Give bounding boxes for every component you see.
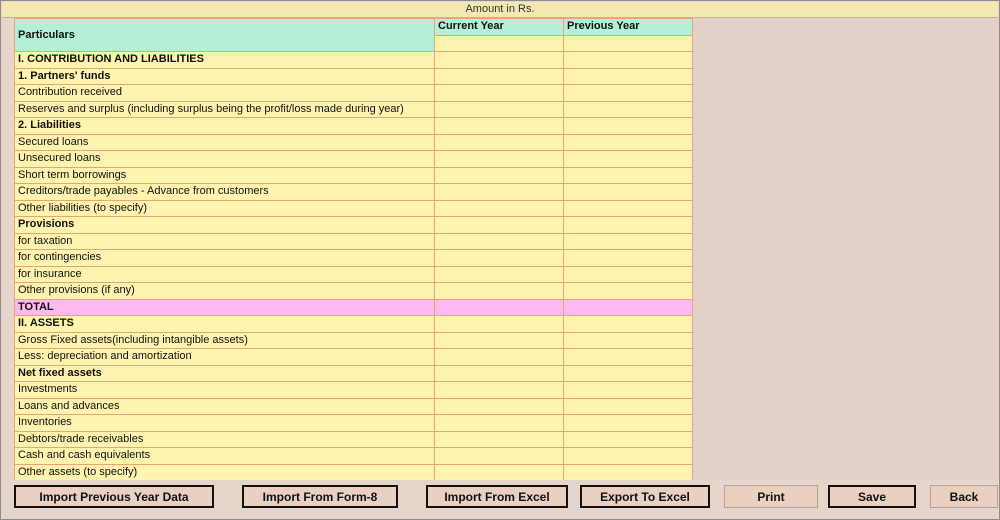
table-row [15,167,693,184]
table-row [15,349,693,366]
row-label: for taxation [15,233,435,250]
previous-year-cell[interactable] [564,365,693,382]
right-empty-pane [693,18,999,479]
table-row [15,266,693,283]
row-label: Creditors/trade payables - Advance from customers [15,184,435,201]
row-label: Less: depreciation and amortization [15,349,435,366]
previous-year-subheader-cell [564,35,693,52]
row-label: Contribution received [15,85,435,102]
import-from-excel-button[interactable]: Import From Excel [426,485,568,508]
previous-year-cell[interactable] [564,316,693,333]
previous-year-cell[interactable] [564,118,693,135]
row-label: Provisions [15,217,435,234]
current-year-cell[interactable] [435,299,564,316]
current-year-cell[interactable] [435,101,564,118]
table-row [15,365,693,382]
current-year-cell[interactable] [435,167,564,184]
current-year-cell[interactable] [435,151,564,168]
current-year-cell[interactable] [435,448,564,465]
table-row [15,431,693,448]
back-button[interactable]: Back [930,485,998,508]
previous-year-cell[interactable] [564,101,693,118]
table-body [15,52,693,481]
current-year-cell[interactable] [435,250,564,267]
table-row [15,68,693,85]
current-year-cell[interactable] [435,134,564,151]
row-label: Secured loans [15,134,435,151]
current-year-cell[interactable] [435,68,564,85]
row-label: Other provisions (if any) [15,283,435,300]
table-row [15,332,693,349]
table-row [15,184,693,201]
current-year-subheader-cell [435,35,564,52]
row-label: Other assets (to specify) [15,464,435,481]
col-header-previous-year: Previous Year [564,19,693,36]
row-label: Cash and cash equivalents [15,448,435,465]
total-row [15,299,693,316]
table-row [15,250,693,267]
previous-year-cell[interactable] [564,217,693,234]
row-label: Other liabilities (to specify) [15,200,435,217]
current-year-cell[interactable] [435,184,564,201]
table-row [15,217,693,234]
current-year-cell[interactable] [435,52,564,69]
table-row [15,85,693,102]
previous-year-cell[interactable] [564,250,693,267]
previous-year-cell[interactable] [564,382,693,399]
current-year-cell[interactable] [435,365,564,382]
current-year-cell[interactable] [435,415,564,432]
previous-year-cell[interactable] [564,184,693,201]
previous-year-cell[interactable] [564,299,693,316]
row-label: Short term borrowings [15,167,435,184]
table-row [15,464,693,481]
table-row [15,101,693,118]
current-year-cell[interactable] [435,316,564,333]
current-year-cell[interactable] [435,200,564,217]
export-to-excel-button[interactable]: Export To Excel [580,485,710,508]
previous-year-cell[interactable] [564,233,693,250]
previous-year-cell[interactable] [564,134,693,151]
table-row [15,118,693,135]
row-label: for insurance [15,266,435,283]
button-bar [2,480,998,518]
col-header-particulars: Particulars [15,19,435,52]
previous-year-cell[interactable] [564,68,693,85]
current-year-cell[interactable] [435,118,564,135]
current-year-cell[interactable] [435,349,564,366]
previous-year-cell[interactable] [564,464,693,481]
row-label: Debtors/trade receivables [15,431,435,448]
table-row [15,52,693,69]
table-row [15,398,693,415]
row-label: Net fixed assets [15,365,435,382]
current-year-cell[interactable] [435,332,564,349]
print-button[interactable]: Print [724,485,818,508]
amount-unit-label: Amount in Rs. [2,2,998,18]
row-label: Gross Fixed assets(including intangible assets) [15,332,435,349]
import-from-form8-button[interactable]: Import From Form-8 [242,485,398,508]
table-row [15,233,693,250]
row-label: Reserves and surplus (including surplus being the profit/loss made during year) [15,101,435,118]
previous-year-cell[interactable] [564,448,693,465]
current-year-cell[interactable] [435,283,564,300]
table-row [15,200,693,217]
row-label: for contingencies [15,250,435,267]
current-year-cell[interactable] [435,464,564,481]
current-year-cell[interactable] [435,431,564,448]
table-row [15,316,693,333]
previous-year-cell[interactable] [564,283,693,300]
table-row [15,382,693,399]
import-previous-year-button[interactable]: Import Previous Year Data [14,485,214,508]
previous-year-cell[interactable] [564,332,693,349]
previous-year-cell[interactable] [564,349,693,366]
current-year-cell[interactable] [435,266,564,283]
balance-sheet-table [14,18,693,481]
row-label: Inventories [15,415,435,432]
row-label: Loans and advances [15,398,435,415]
previous-year-cell[interactable] [564,266,693,283]
save-button[interactable]: Save [828,485,916,508]
table-row [15,415,693,432]
current-year-cell[interactable] [435,233,564,250]
table-row [15,283,693,300]
row-label: I. CONTRIBUTION AND LIABILITIES [15,52,435,69]
row-label: Investments [15,382,435,399]
previous-year-cell[interactable] [564,52,693,69]
current-year-cell[interactable] [435,85,564,102]
previous-year-cell[interactable] [564,415,693,432]
row-label: Unsecured loans [15,151,435,168]
row-label: II. ASSETS [15,316,435,333]
current-year-cell[interactable] [435,217,564,234]
previous-year-cell[interactable] [564,151,693,168]
row-label: TOTAL [15,299,435,316]
current-year-cell[interactable] [435,398,564,415]
previous-year-cell[interactable] [564,167,693,184]
row-label: 2. Liabilities [15,118,435,135]
current-year-cell[interactable] [435,382,564,399]
table-row [15,448,693,465]
col-header-current-year: Current Year [435,19,564,36]
previous-year-cell[interactable] [564,85,693,102]
table-row [15,151,693,168]
previous-year-cell[interactable] [564,200,693,217]
table-row [15,134,693,151]
previous-year-cell[interactable] [564,398,693,415]
previous-year-cell[interactable] [564,431,693,448]
row-label: 1. Partners' funds [15,68,435,85]
